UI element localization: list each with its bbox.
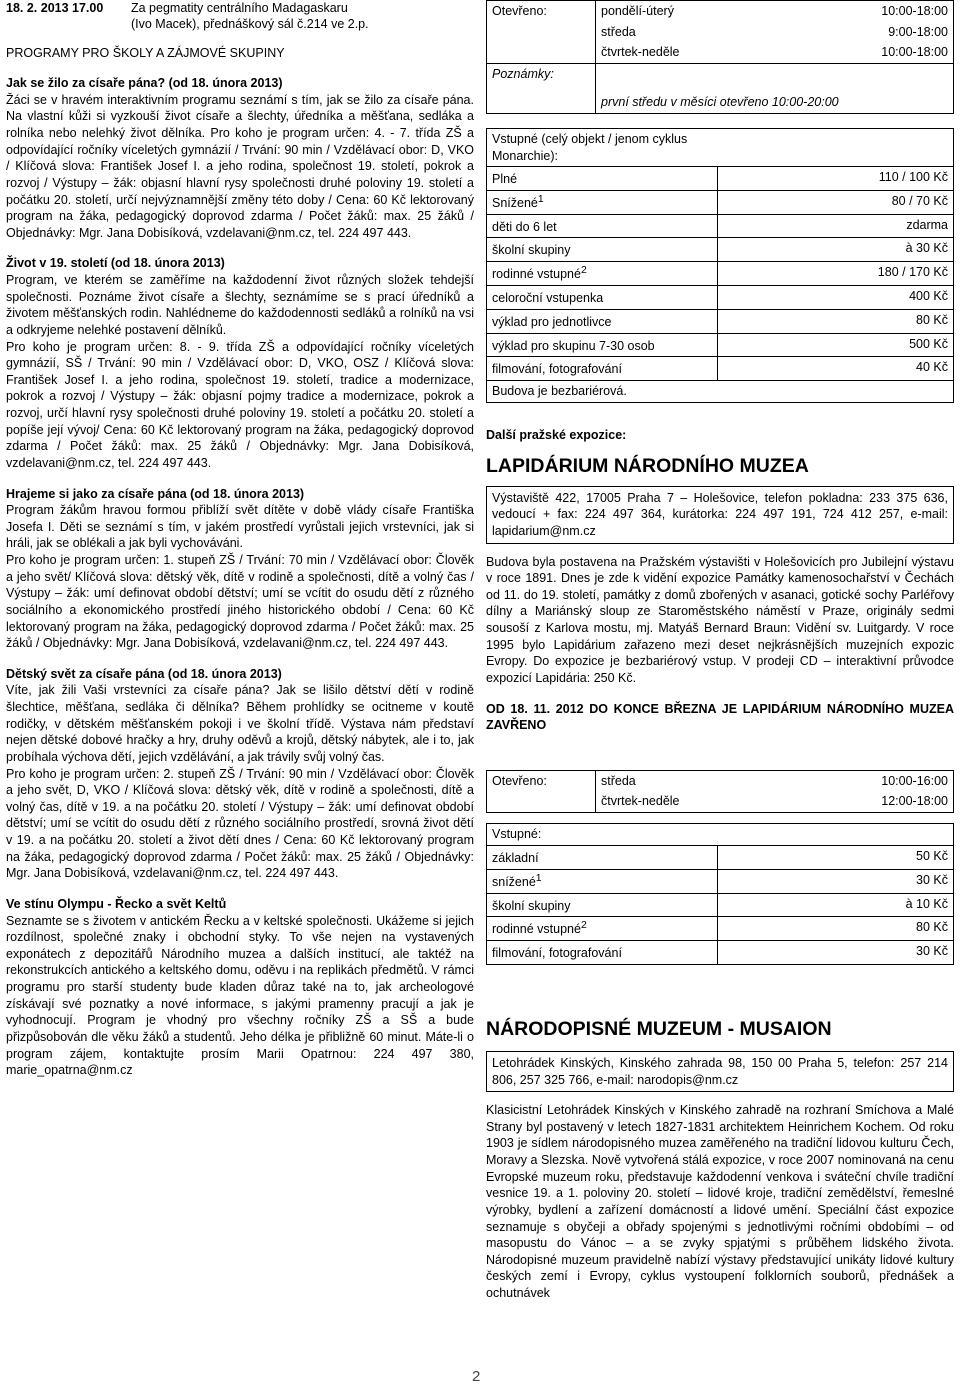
open-hours: 10:00-16:00 bbox=[881, 773, 948, 788]
fee-row: Snížené$^1$ 80 / 70 Kč bbox=[487, 190, 954, 214]
entry-label: Vstupné: bbox=[487, 824, 954, 846]
lecture-subtitle: (Ivo Macek), přednáškový sál č.214 ve 2.p. bbox=[131, 17, 369, 32]
notes-value: první středu v měsíci otevřeno 10:00-20:00 bbox=[601, 95, 839, 110]
open-hours: 12:00-18:00 bbox=[881, 794, 948, 809]
fee-row: snížené$^1$ 30 Kč bbox=[487, 869, 954, 893]
lecture-entry bbox=[6, 0, 474, 33]
lapidarium-address: Výstaviště 422, 17005 Praha 7 – Holešovice, telefon pokladna: 233 375 636, vedoucí + fax: 224 497 364, kurátorka: 224 497 191, 724 412 257, e-mail: lapidarium@nm.cz bbox=[486, 486, 954, 544]
section-body: Program, ve kterém se zaměříme na každodenní život různých složek tehdejší společnosti. Poznáme život císaře a šlechty, seznámíme se s prací úředníků a životem měšťanských rodin. Nahlédneme do každodennosti sedláků a rolníků na vsi a odkryjeme nelehké postavení dělníků. bbox=[6, 273, 474, 337]
section-title: Hrajeme si jako za císaře pána (od 18. února 2013) bbox=[6, 486, 305, 501]
entry-fee-table bbox=[486, 128, 954, 403]
left-column bbox=[6, 0, 474, 1079]
fee-row: školní skupiny à 10 Kč bbox=[487, 893, 954, 917]
fee-row: základní 50 Kč bbox=[487, 846, 954, 870]
fee-row: rodinné vstupné$^2$ 80 Kč bbox=[487, 917, 954, 941]
section-body: Pro koho je program určen: 1. stupeň ZŠ / Trvání: 70 min / Vzdělávací obor: Člověk a jeho svět/ Klíčová slova: dětský věk, dítě v rodině a společnosti, dítě a volný čas / Výstupy – žák: umí definovat období dětství; umí se vcítit do osudu dětí z různého sociálního a ekonomického prostředí jiného historického období / Cena: 60 Kč lektorovaný program na žáka, pedagogický doprovod zdarma / Počet žáků: max. 25 žáků / Objednávky: Mgr. Jana Dobisíková, vzdelavani@nm.cz, tel. 224 497 443. bbox=[6, 553, 474, 651]
lapidarium-closed: OD 18. 11. 2012 DO KONCE BŘEZNA JE LAPIDÁRIUM NÁRODNÍHO MUZEA ZAVŘENO bbox=[486, 701, 954, 733]
lapidarium-fee-table bbox=[486, 823, 954, 965]
fee-row: filmování, fotografování 30 Kč bbox=[487, 941, 954, 965]
lapidarium-hours-table bbox=[486, 770, 954, 813]
open-day: středa bbox=[601, 24, 636, 39]
section-body: Žáci se v hravém interaktivním programu seznámí s tím, jak se žilo za císaře pána. Na vlastní kůži si vyzkouší život císaře a šlechty, úředníka a měšťana, sedláka a rolníka nebo nelehký život dělníka. Pro koho je program určen: 4. - 7. třída ZŠ a odpovídající ročníky víceletých gymnázií / Trvání: 90 min / Vzdělávací obor: D, VKO / Klíčová slova: František Josef I. a jeho rodina, společnost 19. století, pokrok a rozvoj / Výstupy – žák: objasní hlavní rysy společnosti druhé poloviny 19. století a počátku 20. století, určí nejvýznamnější změny této doby / Cena: 60 Kč lektorovaný program na žáka, pedagogický doprovod zdarma / Počet žáků: max. 25 žáků / Objednávky: Mgr. Jana Dobisíková, vzdelavani@nm.cz, tel. 224 497 443. bbox=[6, 92, 474, 240]
page-number: 2 bbox=[472, 1368, 481, 1385]
open-label: Otevřeno: bbox=[487, 1, 596, 64]
open-hours: 10:00-18:00 bbox=[881, 45, 948, 60]
open-day: čtvrtek-neděle bbox=[601, 45, 680, 60]
open-hours: 9:00-18:00 bbox=[888, 24, 948, 39]
section-body: Pro koho je program určen: 2. stupeň ZŠ / Trvání: 90 min / Vzdělávací obor: Člověk a jeho svět, D, VKO / Klíčová slova: dětský věk, dítě v rodině a společnosti, dítě a volný čas, dítě v 19. a na počátku 20. století / Výstupy – žák: umí definovat období dětství; umí se vcítit do osudu dětí z různého sociálního prostředí, srovná život dětí v 19. a na počátku 20. století a život dětí dnes / Cena: 60 Kč lektorovaný program na žáka, pedagogický doprovod zdarma / Počet žáků: max. 25 žáků / Objednávky: Mgr. Jana Dobisíková, vzdelavani@nm.cz, tel. 224 497 443. bbox=[6, 766, 474, 881]
entry-label: Vstupné (celý objekt / jenom cyklus Monarchie): bbox=[492, 131, 688, 163]
opening-hours-table bbox=[486, 0, 954, 114]
lapidarium-body: Budova byla postavena na Pražském výstavišti v Holešovicích pro Jubilejní výstavu v roce 1891. Dnes je zde k vidění expozice Památky kamenosochařství v Čechách od 11. do 19. století, památky z domů zbořených v asanaci, gotické sochy Parléřovy dílny a Mariánský sloup ze Staroměstského náměstí v Praze, originály sedmi sousoší z Karlova mostu, mj. Matyáš Bernard Braun: Vidění sv. Luitgardy. V roce 1995 bylo Lapidárium zařazeno mezi deset nejkrásnějších muzejních expozic Evropy. Do expozice je bezbariérový vstup. V prodeji CD – interaktivní průvodce expozicí Lapidária: 250 Kč. bbox=[486, 554, 954, 685]
right-column bbox=[486, 0, 954, 1302]
section-title: Jak se žilo za císaře pána? (od 18. února 2013) bbox=[6, 76, 283, 91]
fee-row: celoroční vstupenka 400 Kč bbox=[487, 286, 954, 310]
open-cell bbox=[596, 770, 954, 812]
section-body: Program žákům hravou formou přiblíží svět dítěte v době vlády císaře Františka Josefa I. Děti se seznámí s tím, v jakém prostředí vyrůstali jejich vrstevníci, jak si hráli, jak se oblékali a jak byli vychováváni. bbox=[6, 503, 474, 551]
section-body: Víte, jak žili Vaši vrstevníci za císaře pána? Jak se lišilo dětství dětí v rodině šlechtice, měšťana, sedláka či dělníka? Během prohlídky se ocitneme v koutě rodičky, v dětském měšťanském pokoji i ve školní třídě. Výstava nám představí nejen dětské dobové hračky a hry, druhy oděvů a krojů, dětský nábytek, ale i to, jak probíhala výchova dětí, jejich vzdělávání, a jak trávily svůj volný čas. bbox=[6, 683, 474, 764]
musaion-title: NÁRODOPISNÉ MUZEUM - MUSAION bbox=[486, 1017, 832, 1040]
open-cell bbox=[596, 1, 954, 64]
section-title: Dětský svět za císaře pána (od 18. února 2013) bbox=[6, 666, 282, 681]
lecture-date: 18. 2. 2013 17.00 bbox=[6, 1, 104, 15]
barrier-free-note: Budova je bezbariérová. bbox=[487, 381, 954, 403]
lecture-title: Za pegmatity centrálního Madagaskaru bbox=[131, 1, 348, 15]
fee-row: rodinné vstupné$^2$ 180 / 170 Kč bbox=[487, 262, 954, 286]
musaion-address: Letohrádek Kinských, Kinského zahrada 98, 150 00 Praha 5, telefon: 257 214 806, 257 325 766, e-mail: narodopis@nm.cz bbox=[486, 1051, 954, 1092]
further-heading: Další pražské expozice: bbox=[486, 428, 627, 443]
open-day: středa bbox=[601, 773, 636, 788]
open-hours: 10:00-18:00 bbox=[881, 4, 948, 18]
fee-row: výklad pro jednotlivce 80 Kč bbox=[487, 309, 954, 333]
fee-row: Plné 110 / 100 Kč bbox=[487, 167, 954, 191]
fee-row: děti do 6 let zdarma bbox=[487, 214, 954, 238]
section-body: Seznamte se s životem v antickém Řecku a v keltské společnosti. Ukážeme si jejich rozdílnost, společné znaky i obchodní styky. To vše nejen na vystavených exponátech z depozitářů Národního muzea a dalších institucí, ale taktéž na rekonstrukcích antického a keltského domu, oděvu i na replikách předmětů. V rámci programu pro starší studenty bude kladen důraz také na to, jak archeologové získávají své poznatky a nové informace, s jakými pramenny pracují a jak je vyhodnocují. Program je vhodný pro všechny ročníky ZŠ a SŠ a bude přizpůsobován dle věku žáků a studentů. Jeho délka je přibližně 60 minut. Máte-li o program zájem, kontaktujte prosím Marii Opatrnou: 224 497 380, marie_opatrna@nm.cz bbox=[6, 913, 474, 1078]
notes-label: Poznámky: bbox=[492, 66, 554, 81]
section-title: Život v 19. století (od 18. února 2013) bbox=[6, 256, 225, 271]
fee-row: školní skupiny à 30 Kč bbox=[487, 238, 954, 262]
section-body: Pro koho je program určen: 8. - 9. třída ZŠ a odpovídající ročníky víceletých gymnázií, SŠ / Trvání: 90 min / Vzdělávací obor: D, VKO, OSZ / Klíčová slova: František Josef I. a jeho rodina, společnost 19. století, tradice a modernizace, pokrok a rozvoj / Výstupy – žák: objasní pojmy tradice a modernizace, pokrok a rozvoj, určí hlavní rysy společnosti druhé poloviny 19. století a počátku 20. století a popíše její vývoj/ Cena: 60 Kč lektorovaný program na žáka, pedagogický doprovod zdarma / Počet žáků: max. 25 žáků / Objednávky: Mgr. Jana Dobisíková, vzdelavani@nm.cz, tel. 224 497 443. bbox=[6, 339, 474, 470]
open-label: Otevřeno: bbox=[487, 770, 596, 812]
programs-heading: PROGRAMY PRO ŠKOLY A ZÁJMOVÉ SKUPINY bbox=[6, 45, 285, 60]
section-title: Ve stínu Olympu - Řecko a svět Keltů bbox=[6, 896, 227, 911]
fee-row: filmování, fotografování 40 Kč bbox=[487, 357, 954, 381]
open-day: pondělí-úterý bbox=[601, 4, 674, 18]
open-day: čtvrtek-neděle bbox=[601, 794, 680, 809]
musaion-body: Klasicistní Letohrádek Kinských v Kinského zahradě na rozhraní Smíchova a Malé Strany byl postavený v letech 1827-1831 architektem Heinrichem Kochem. Od roku 1903 je sídlem národopisného muzea zaměřeného na tradiční lidovou kulturu Čech, Moravy a Slezska. Nově vytvořená stálá expozice, v roce 2007 nominovaná na cenu Evropské muzeum roku, představuje každodenní venkova i sváteční chvíle tradiční vesnice 19. a 1. poloviny 20. století – lidové kroje, tradiční zemědělství, řemeslné výrobky, bydlení a zařízení domácností a lidové umění. Speciální část expozice seznamuje s obyčeji a obřady spojenými s jednotlivými ročními obdobími – od masopustu do Vánoc – a se zvyky spjatými s průběhem lidského života. Národopisné muzeum pravidelně nabízí výstavy představující unikáty lidové kultury českých zemí i Evropy, cyklus vystoupení folklorních souborů, přednášek a ochutnávek bbox=[486, 1103, 954, 1301]
lapidarium-title: LAPIDÁRIUM NÁRODNÍHO MUZEA bbox=[486, 454, 809, 477]
fee-row: výklad pro skupinu 7-30 osob 500 Kč bbox=[487, 333, 954, 357]
